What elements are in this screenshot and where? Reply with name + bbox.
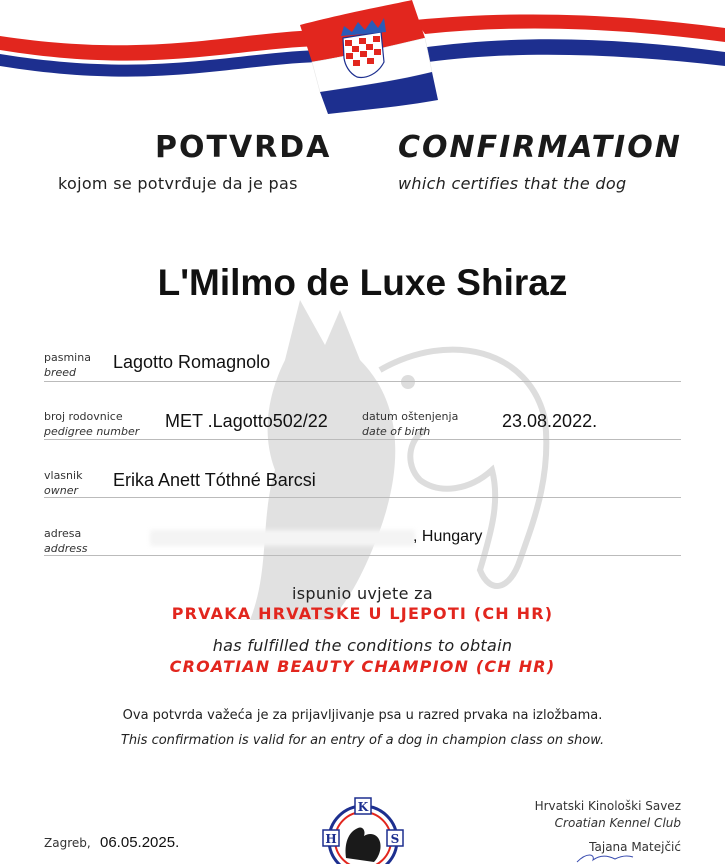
breed-label: pasmina breed bbox=[44, 351, 91, 379]
footer-date: 06.05.2025. bbox=[100, 834, 180, 851]
signature bbox=[575, 850, 635, 864]
croatian-flag-ribbon bbox=[0, 0, 725, 120]
note-hr: Ova potvrda važeća je za prijavljivanje psa u razred prvaka na izložbama. bbox=[122, 708, 603, 723]
subtitle-hr: kojom se potvrđuje da je pas bbox=[58, 174, 298, 193]
org-name-hr: Hrvatski Kinološki Savez bbox=[534, 799, 681, 813]
kennel-club-logo bbox=[318, 792, 408, 864]
org-name-en: Croatian Kennel Club bbox=[554, 816, 681, 830]
logo-letter-h: H bbox=[325, 832, 337, 846]
pedigree-rule bbox=[44, 439, 681, 440]
champion-title-en: CROATIAN BEAUTY CHAMPION (CH HR) bbox=[169, 657, 556, 676]
logo-letter-s: S bbox=[390, 832, 400, 846]
address-redacted bbox=[150, 530, 415, 546]
pedigree-value: MET .Lagotto502/22 bbox=[165, 411, 328, 431]
logo-letter-k: K bbox=[357, 800, 369, 814]
address-value: , Hungary bbox=[413, 528, 483, 545]
title-en: CONFIRMATION bbox=[398, 130, 682, 165]
footer-place: Zagreb, bbox=[44, 836, 91, 850]
statement-line-en: has fulfilled the conditions to obtain bbox=[212, 636, 513, 655]
statement-line-hr: ispunio uvjete za bbox=[292, 584, 433, 603]
pedigree-label: broj rodovnice pedigree number bbox=[44, 410, 140, 438]
title-hr: POTVRDA bbox=[155, 130, 332, 165]
birth-value: 23.08.2022. bbox=[502, 411, 598, 431]
address-label: adresa address bbox=[44, 527, 88, 555]
subtitle-en: which certifies that the dog bbox=[398, 174, 627, 193]
note-en: This confirmation is valid for an entry of a dog in champion class on show. bbox=[120, 733, 605, 748]
address-rule bbox=[44, 555, 681, 556]
dog-watermark bbox=[230, 290, 560, 620]
owner-value: Erika Anett Tóthné Barcsi bbox=[113, 470, 316, 490]
dog-name: L'Milmo de Luxe Shiraz bbox=[157, 262, 568, 303]
breed-rule bbox=[44, 381, 681, 382]
owner-label: vlasnik owner bbox=[44, 469, 83, 497]
owner-rule bbox=[44, 497, 681, 498]
champion-title-hr: PRVAKA HRVATSKE U LJEPOTI (CH HR) bbox=[171, 604, 554, 623]
birth-label: datum oštenjenja date of birth bbox=[362, 410, 459, 438]
breed-value: Lagotto Romagnolo bbox=[113, 352, 271, 372]
signatory-name: Tajana Matejčić bbox=[589, 840, 681, 854]
